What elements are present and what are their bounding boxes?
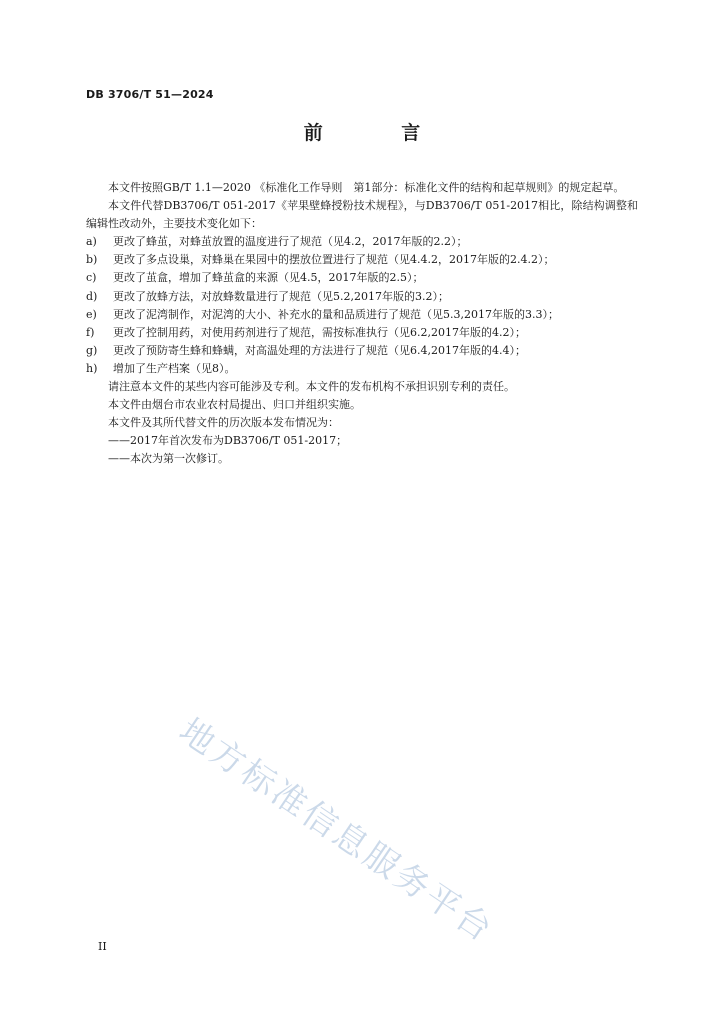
list-item-text: 更改了茧盒，增加了蜂茧盒的来源（见4.5，2017年版的2.5）；	[113, 271, 424, 285]
list-item	[86, 306, 638, 324]
list-item-marker: a)	[86, 235, 97, 249]
list-item-text: 更改了蜂茧，对蜂茧放置的温度进行了规范（见4.2，2017年版的2.2）；	[113, 235, 468, 249]
document-body	[86, 179, 638, 469]
list-item	[86, 251, 638, 269]
list-item-marker: f)	[86, 325, 95, 339]
list-item	[86, 360, 638, 378]
list-item-marker: g)	[86, 343, 98, 357]
list-item	[86, 269, 638, 287]
list-item	[86, 233, 638, 251]
list-item	[86, 342, 638, 360]
list-item-marker: d)	[86, 289, 98, 303]
list-item-text: 增加了生产档案（见8）。	[113, 361, 236, 375]
document-code: DB 3706/T 51—2024	[86, 88, 214, 101]
changes-list	[86, 233, 638, 378]
patent-notice: 请注意本文件的某些内容可能涉及专利。本文件的发布机构不承担识别专利的责任。	[108, 380, 515, 394]
intro-paragraph-drafting: 本文件按照GB/T 1.1—2020 《标准化工作导则 第1部分：标准化文件的结构和起草规则》的规定起草。	[108, 181, 625, 194]
intro-paragraph-replacement: 本文件代替DB3706/T 051-2017《苹果壁蜂授粉技术规程》，与DB3706/T 051-2017相比，除结构调整和编辑性改动外，主要技术变化如下：	[86, 199, 638, 231]
proposer-statement: 本文件由烟台市农业农村局提出、归口并组织实施。	[108, 398, 361, 412]
list-item	[86, 288, 638, 306]
list-item-marker: h)	[86, 361, 98, 375]
list-item	[86, 324, 638, 342]
list-item-text: 更改了预防寄生蜂和蜂螨，对高温处理的方法进行了规范（见6.4,2017年版的4.4）；	[113, 343, 526, 357]
history-item: ——本次为第一次修订。	[108, 452, 229, 466]
list-item-text: 更改了泥湾制作，对泥湾的大小、补充水的量和品质进行了规范（见5.3,2017年版的3.3）；	[113, 307, 559, 321]
list-item-text: 更改了多点设巢，对蜂巢在果园中的摆放位置进行了规范（见4.4.2，2017年版的2.4.2）；	[113, 253, 555, 267]
list-item-text: 更改了放蜂方法，对放蜂数量进行了规范（见5.2,2017年版的3.2）；	[113, 289, 449, 303]
list-item-marker: b)	[86, 253, 98, 267]
page-title: 前 言	[303, 122, 457, 144]
list-item-text: 更改了控制用药，对使用药剂进行了规范，需按标准执行（见6.2,2017年版的4.2）；	[113, 325, 526, 339]
watermark: 地方标准信息服务平台	[171, 710, 501, 951]
history-item: ——2017年首次发布为DB3706/T 051-2017；	[108, 434, 348, 448]
list-item-marker: c)	[86, 271, 97, 285]
version-history-heading: 本文件及其所代替文件的历次版本发布情况为：	[108, 416, 339, 430]
page-number: II	[98, 940, 107, 953]
list-item-marker: e)	[86, 307, 97, 321]
